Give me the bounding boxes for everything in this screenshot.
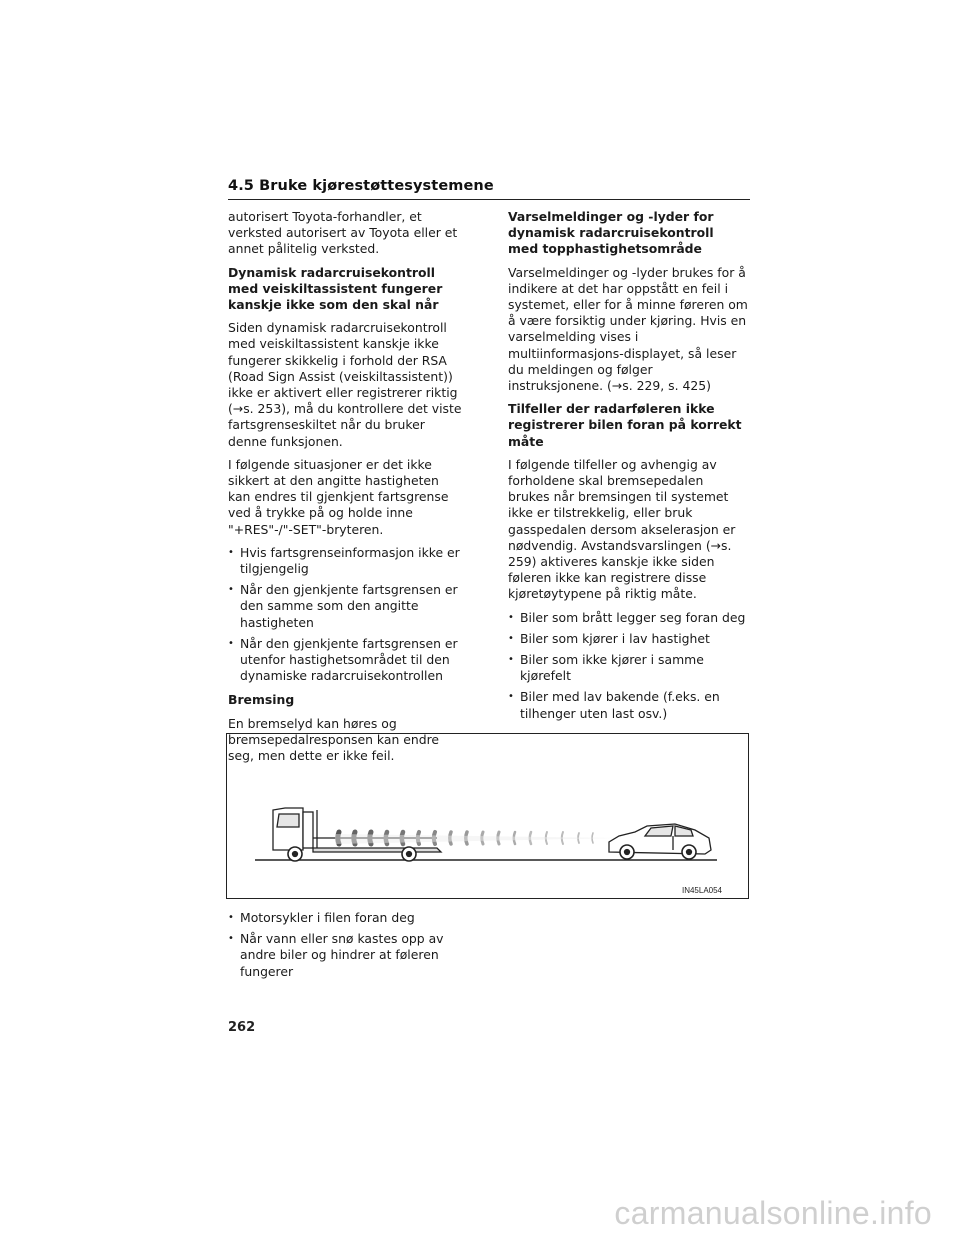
- bullet-item: • Motorsykler i filen foran deg: [228, 910, 468, 926]
- paragraph: autorisert Toyota-forhandler, et verksted autorisert av Toyota eller et annet pålitelig verksted.: [228, 209, 458, 257]
- bullet-item: • Når den gjenkjente fartsgrensen er den samme som den angitte hastigheten: [228, 582, 464, 631]
- subheading: Varselmeldinger og -lyder for dynamisk radarcruisekontroll med topphastighetsområde: [508, 209, 714, 257]
- subheading: Tilfeller der radarføleren ikke registrerer bilen foran på korrekt måte: [508, 401, 742, 449]
- watermark: carmanualsonline.info: [614, 1195, 932, 1231]
- paragraph: I følgende situasjoner er det ikke sikkert at den angitte hastigheten kan endres til gjenkjent fartsgrense ved å trykke på og holde inne "+RES"-/"-SET"-bryteren.: [228, 456, 449, 537]
- right-column: [508, 209, 748, 727]
- paragraph: En bremselyd kan høres og bremsepedalresponsen kan endre seg, men dette er ikke feil.: [228, 715, 440, 764]
- bullet-item: • Biler som brått legger seg foran deg: [508, 610, 748, 626]
- bullet-item: • Biler som kjører i lav hastighet: [508, 631, 748, 647]
- bullet-item: • Når vann eller snø kastes opp av andre biler og hindrer at føleren fungerer: [228, 931, 468, 980]
- radar-illustration: [226, 733, 749, 899]
- figure-code: IN45LA054: [681, 886, 722, 895]
- bullet-item: • Når den gjenkjente fartsgrensen er utenfor hastighetsområdet til den dynamiske radarcruisekontrollen: [228, 636, 464, 685]
- subheading: Dynamisk radarcruisekontroll med veiskiltassistent fungerer kanskje ikke som den skal når: [228, 264, 443, 313]
- radar-beam: [335, 834, 617, 844]
- bullet-item: • Biler med lav bakende (f.eks. en tilhenger uten last osv.): [508, 689, 748, 721]
- section-title: 4.5 Bruke kjørestøttesystemene: [228, 178, 494, 194]
- section-header: [228, 178, 750, 194]
- illustration-drawing: [227, 734, 750, 900]
- paragraph: Siden dynamisk radarcruisekontroll med veiskiltassistent kanskje ikke fungerer skikkelig i forhold der RSA (Road Sign Assist (veiskiltassistent)) ikke er aktivert eller registrerer riktig (→s. 253), må du kontrollere det viste fartsgrenseskiltet når du bruker denne funksjonen.: [228, 320, 462, 449]
- left-column: [228, 209, 464, 771]
- bullet-item: • Biler som ikke kjører i samme kjørefelt: [508, 652, 748, 684]
- car-icon: [609, 824, 711, 859]
- bottom-column: [228, 910, 468, 985]
- bullet-item: • Hvis fartsgrenseinformasjon ikke er tilgjengelig: [228, 545, 464, 577]
- paragraph: I følgende tilfeller og avhengig av forholdene skal bremsepedalen brukes når bremsingen til systemet ikke er tilstrekkelig, eller bruk gasspedalen dersom akselerasjon er nødvendig. Avstandsvarslingen (→s. 259) aktiveres kanskje ikke siden føleren ikke kan registrere disse kjøretøytypene på riktig måte.: [508, 456, 736, 602]
- page-number: 262: [228, 1020, 256, 1035]
- header-divider: [228, 199, 750, 200]
- subheading: Bremsing: [228, 692, 295, 708]
- paragraph: Varselmeldinger og -lyder brukes for å indikere at det har oppstått en feil i systemet, eller for å minne føreren om å være forsiktig under kjøring. Hvis en varselmelding vises i multiinformasjons-displayet, så leser du meldingen og følger instruksjonene. (→s. 229, s. 425): [508, 264, 748, 394]
